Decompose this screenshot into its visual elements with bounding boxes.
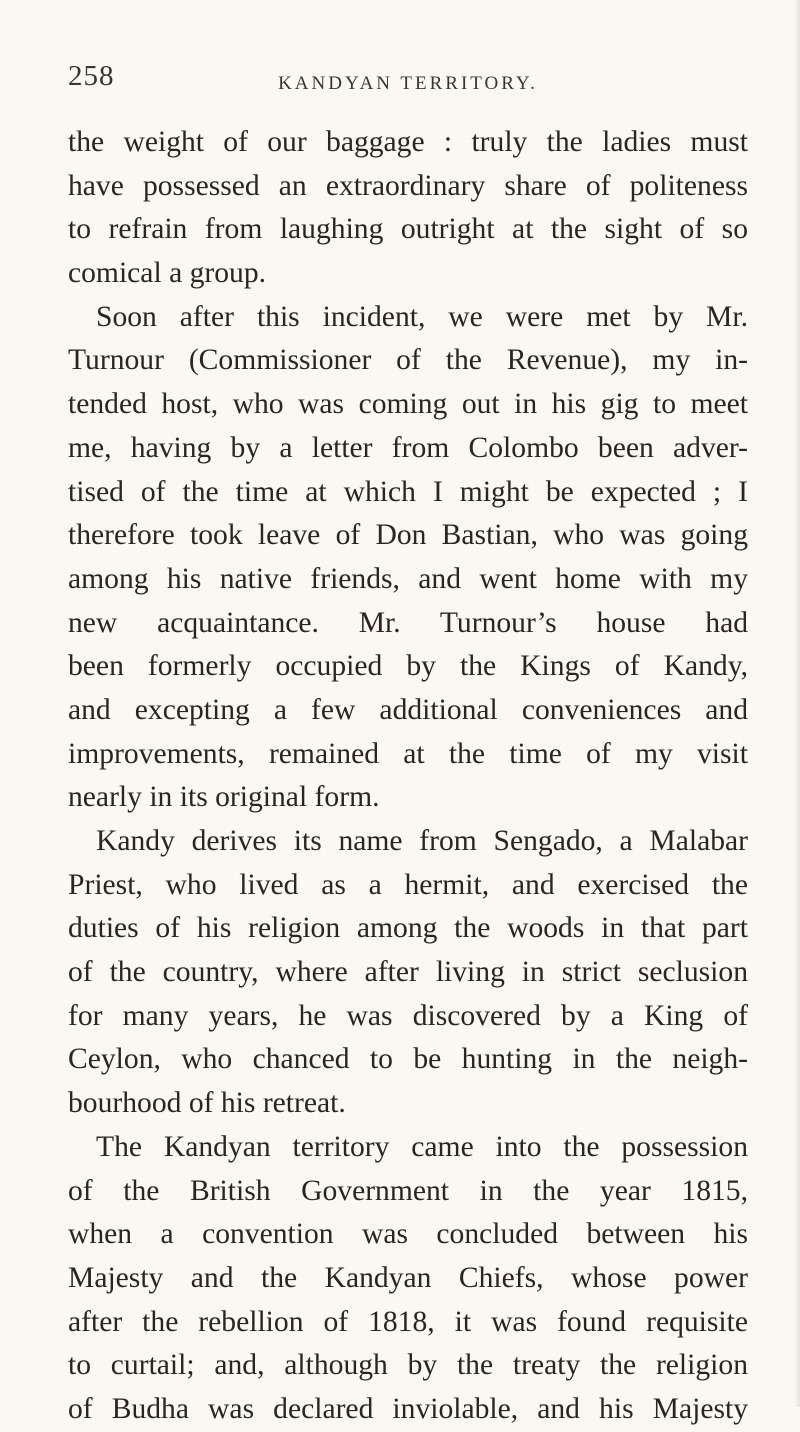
page-number: 258 xyxy=(68,60,115,92)
text-line: bourhood of his retreat. xyxy=(68,1087,346,1120)
text-line: duties of his religion among the woods in that part xyxy=(68,912,748,945)
text-line: have possessed an extraordinary share of politeness xyxy=(68,169,748,202)
text-line: Priest, who lived as a hermit, and exercised the xyxy=(68,868,748,901)
text-line: me, having by a letter from Colombo been adver- xyxy=(68,431,748,464)
text-line: improvements, remained at the time of my visit xyxy=(68,737,748,770)
text-line: been formerly occupied by the Kings of Kandy, xyxy=(68,650,748,683)
text-line: nearly in its original form. xyxy=(68,781,380,814)
text-line: therefore took leave of Don Bastian, who was going xyxy=(68,519,748,552)
text-line: of Budha was declared inviolable, and his Majesty xyxy=(68,1392,748,1425)
text-line: comical a group. xyxy=(68,257,267,290)
text-line: and excepting a few additional conveniences and xyxy=(68,693,748,726)
text-line: of the British Government in the year 1815, xyxy=(68,1174,748,1207)
text-line: the weight of our baggage : truly the ladies must xyxy=(68,126,748,158)
body-text xyxy=(68,121,748,1432)
text-line: for many years, he was discovered by a King of xyxy=(68,999,748,1032)
text-line: after the rebellion of 1818, it was found requisite xyxy=(68,1305,748,1338)
text-line: to curtail; and, although by the treaty the religion xyxy=(68,1349,748,1382)
text-line: tended host, who was coming out in his gig to meet xyxy=(68,388,748,421)
text-line: among his native friends, and went home with my xyxy=(68,562,748,595)
text-line: new acquaintance. Mr. Turnour’s house had xyxy=(68,606,748,639)
text-line: Majesty and the Kandyan Chiefs, whose power xyxy=(68,1261,748,1294)
page-header xyxy=(68,60,748,100)
running-head: KANDYAN TERRITORY. xyxy=(278,73,538,94)
text-line: tised of the time at which I might be expected ; I xyxy=(68,475,748,508)
page-edge-shadow xyxy=(794,0,800,1407)
text-line: of the country, where after living in strict seclusion xyxy=(68,956,748,989)
text-line: Ceylon, who chanced to be hunting in the neigh- xyxy=(68,1043,748,1076)
text-line: when a convention was concluded between his xyxy=(68,1218,748,1251)
text-line: Turnour (Commissioner of the Revenue), my in- xyxy=(68,344,748,377)
text-line: Kandy derives its name from Sengado, a Malabar xyxy=(96,825,748,857)
text-line: The Kandyan territory came into the possession xyxy=(96,1130,748,1163)
text-line: to refrain from laughing outright at the sight of so xyxy=(68,213,748,246)
text-line: Soon after this incident, we were met by Mr. xyxy=(96,300,748,333)
